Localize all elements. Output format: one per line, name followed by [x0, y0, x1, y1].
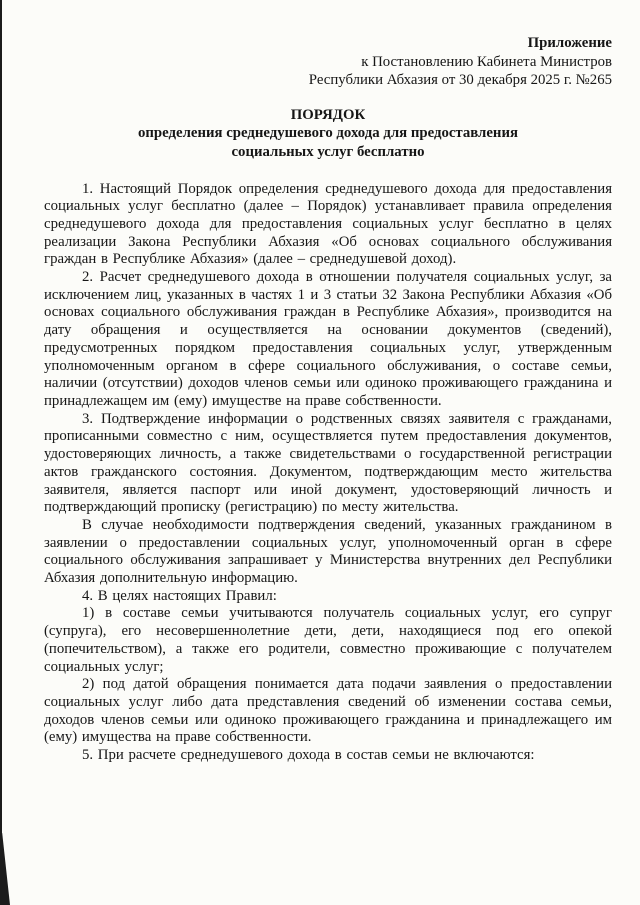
title-main: ПОРЯДОК [290, 106, 366, 123]
paragraph-3-continuation: В случае необходимости подтверждения сведений, указанных гражданином в заявлении о предоставлении социальных услуг, уполномоченный орган в сфере социального обслуживания запрашивает у Министерства внутренних дел Республики Абхазия дополнительную информацию. [44, 516, 612, 587]
paragraph-1: 1. Настоящий Порядок определения среднедушевого дохода для предоставления социальных услуг бесплатно (далее – Порядок) устанавливает правила определения среднедушевого дохода для предоставления социальных услуг бесплатно в целях реализации Закона Республики Абхазия «Об основах социального обслуживания граждан в Республике Абхазия» (далее – среднедушевой доход). [44, 180, 612, 268]
title-subtitle-line-1: определения среднедушевого дохода для предоставления [138, 125, 518, 142]
scan-edge-artifact [0, 0, 2, 905]
document-content [44, 34, 612, 765]
document-header [44, 34, 612, 90]
header-resolution-line: к Постановлению Кабинета Министров [361, 53, 612, 70]
paragraph-4-subitem-1: 1) в составе семьи учитываются получатель социальных услуг, его супруг (супруга), его несовершеннолетние дети, дети, находящиеся под его опекой (попечительством), а также его родители, совместно проживающие с получателем социальных услуг; [44, 605, 612, 675]
paragraph-3: 3. Подтверждение информации о родственных связях заявителя с гражданами, прописанными совместно с ним, осуществляется путем предоставления документов, удостоверяющих личность, а также свидетельствами о государственной регистрации актов гражданского состояния. Документом, подтверждающим место жительства заявителя, является паспорт или иной документ, удостоверяющий личность и подтверждающий прописку (регистрацию) по месту жительства. [44, 410, 612, 516]
paragraph-4-subitem-2: 2) под датой обращения понимается дата подачи заявления о предоставлении социальных услуг либо дата представления сведений об изменении состава семьи, доходов членов семьи или одиноко проживающего гражданина и принадлежащего им (ему) имущества на праве собственности. [44, 676, 612, 746]
paragraph-5: 5. При расчете среднедушевого дохода в состав семьи не включаются: [82, 747, 535, 764]
document-title [44, 106, 612, 162]
document-body [44, 181, 612, 765]
paragraph-4: 4. В целях настоящих Правил: [82, 587, 277, 604]
header-appendix-label: Приложение [527, 35, 612, 51]
header-republic-date-line: Республики Абхазия от 30 декабря 2025 г. №265 [308, 72, 612, 89]
title-subtitle-line-2: социальных услуг бесплатно [231, 143, 425, 160]
scan-corner-artifact [0, 833, 10, 905]
paragraph-2: 2. Расчет среднедушевого дохода в отношении получателя социальных услуг, за исключением лиц, указанных в частях 1 и 3 статьи 32 Закона Республики Абхазия «Об основах социального обслуживания граждан в Республике Абхазия», производится на дату обращения и осуществляется на основании документов (сведений), предусмотренных порядком предоставления социальных услуг, утвержденным уполномоченным органом в сфере социального обслуживания, о составе семьи, наличии (отсутствии) доходов членов семьи или одиноко проживающего гражданина и принадлежащем им (ему) имуществе на праве собственности. [44, 269, 612, 409]
